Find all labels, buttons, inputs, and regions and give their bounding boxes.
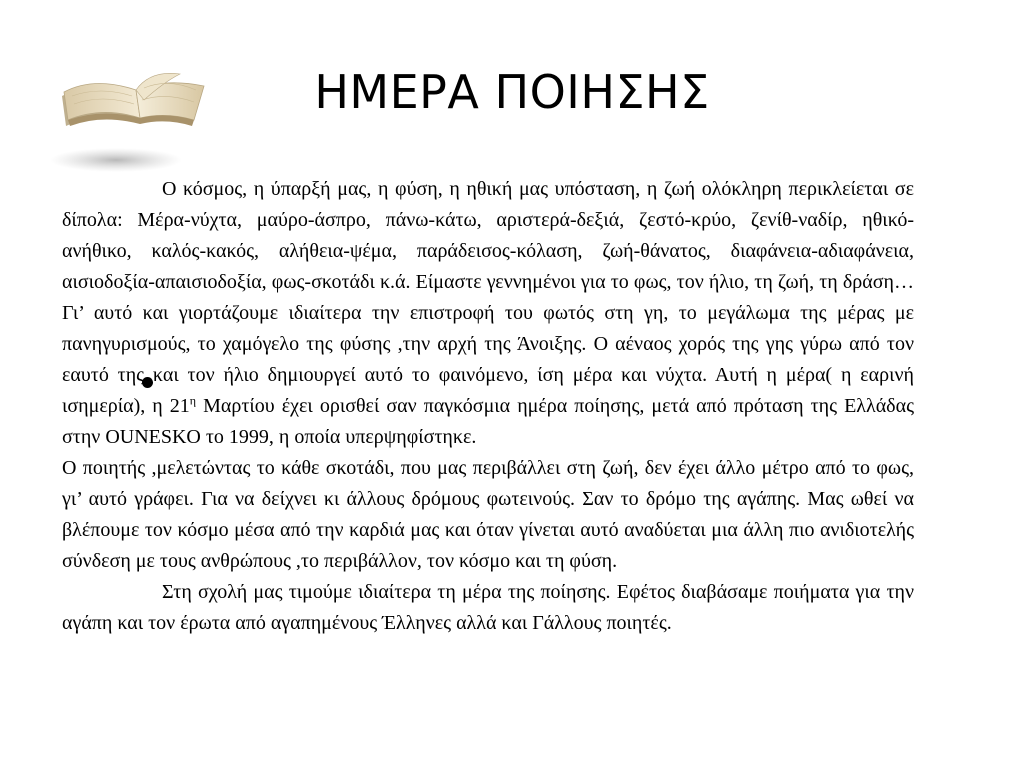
paragraph-1 [62,174,914,453]
superscript: η [189,393,197,408]
paragraph-2: Ο ποιητής ,μελετώντας το κάθε σκοτάδι, που μας περιβάλλει στη ζωή, δεν έχει άλλο μέτρο από το φως, γι’ αυτό γράφει. Για να δείχνει κι άλλους δρόμους φωτεινούς. Σαν το δρόμο της αγάπης. Μας ωθεί να βλέπουμε τον κόσμο μέσα από την καρδιά μας και όταν γίνεται αυτό αναδύεται μια άλλη πιο ανιδιοτελής σύνδεση με τους ανθρώπους ,το περιβάλλον, τον κόσμο και τη φύση. [62,457,914,572]
body-text [62,174,914,639]
paragraph-1-text-end: Μαρτίου έχει ορισθεί σαν παγκόσμια ημέρα ποίησης, μετά από πρόταση της Ελλάδας στην OUNESKO το 1999, η οποία υπερψηφίστηκε. [62,395,914,448]
page-title: ΗΜΕΡΑ ΠΟΙΗΣΗΣ [314,65,710,119]
paragraph-3: Στη σχολή μας τιμούμε ιδιαίτερα τη μέρα της ποίησης. Εφέτος διαβάσαμε ποιήματα για την αγάπη και τον έρωτα από αγαπημένους Έλληνες αλλά και Γάλλους ποιητές. [62,581,914,634]
paragraph-1-text: Ο κόσμος, η ύπαρξή μας, η φύση, η ηθική μας υπόσταση, η ζωή ολόκληρη περικλείεται σε δίπολα: Μέρα-νύχτα, μαύρο-άσπρο, πάνω-κάτω, αριστερά-δεξιά, ζεστό-κρύο, ζενίθ-ναδίρ, ηθικό-ανήθικο, καλός-κακός, αλήθεια-ψέμα, παράδεισος-κόλαση, ζωή-θάνατος, διαφάνεια-αδιαφάνεια, αισιοδοξία-απαισιοδοξία, φως-σκοτάδι κ.ά. Είμαστε γεννημένοι για το φως, τον ήλιο, τη ζωή, τη δράση… Γι’ αυτό και γιορτάζουμε ιδιαίτερα την επιστροφή του φωτός στη γη, το μεγάλωμα της μέρας με πανηγυρισμούς, το χαμόγελο της φύσης ,την αρχή της Άνοιξης. Ο αέναος χορός της γης γύρω από τον εαυτό της και τον ήλιο δημιουργεί αυτό το φαινόμενο, ίση μέρα και νύχτα. Αυτή η μέρα( η εαρινή ισημερία), η 21 [62,178,914,417]
